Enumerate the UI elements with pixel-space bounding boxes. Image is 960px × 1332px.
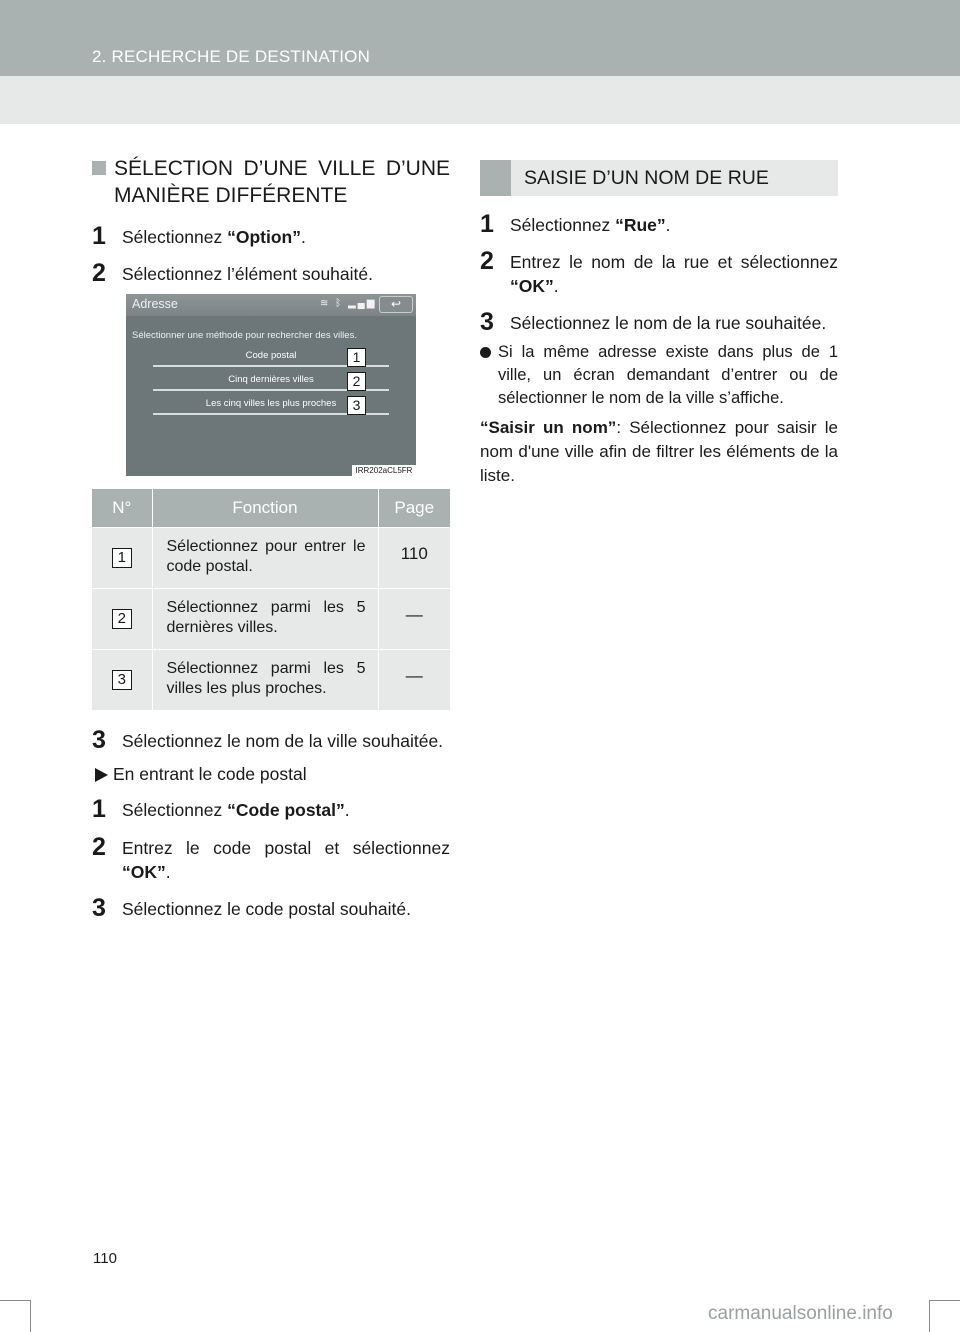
step-bold: “OK” [510, 276, 554, 296]
step-punct: . [300, 227, 306, 247]
step-text: Entrez le code postal et sélectionnez [122, 838, 450, 858]
table-row [92, 649, 450, 710]
right-column [480, 160, 838, 488]
wifi-icon: ≋ [320, 298, 331, 309]
note-text: : Sélectionnez pour saisir le nom d'une ville afin de filtrer les éléments de la liste. [480, 418, 838, 485]
cell-page: — [378, 649, 450, 710]
step-select-item [92, 259, 450, 287]
header-number: N° [92, 489, 152, 527]
crop-mark [929, 1300, 930, 1332]
step-number: 1 [92, 795, 106, 823]
step-text: Sélectionnez le nom de la rue souhaitée. [510, 313, 827, 333]
cell-page: 110 [378, 527, 450, 588]
cell-page: — [378, 588, 450, 649]
signal-icon: ▂▄▆ [347, 298, 377, 309]
step-text: Sélectionnez l’élément souhaité. [122, 264, 373, 284]
step-number: 2 [480, 247, 494, 275]
figure-code: IRR202aCL5FR [352, 465, 416, 476]
cell-function: Sélectionnez parmi les 5 dernières villes. [152, 588, 378, 649]
step-number: 2 [92, 259, 106, 287]
screen-option-postal-code: Code postal [153, 347, 389, 367]
step-text: Sélectionnez [122, 227, 228, 247]
step-number: 1 [480, 210, 494, 238]
crop-mark [0, 1300, 30, 1301]
number-box: 2 [112, 609, 132, 629]
cell-function: Sélectionnez parmi les 5 villes les plus proches. [152, 649, 378, 710]
step-text: Entrez le nom de la rue et sélectionnez [510, 252, 838, 272]
screen-title: Adresse [132, 297, 178, 311]
chapter-title: 2. RECHERCHE DE DESTINATION [92, 47, 371, 66]
table-header-row [92, 489, 450, 527]
step-select-city [92, 726, 450, 754]
step-bold: “Option” [227, 227, 301, 247]
table-row [92, 588, 450, 649]
step-enter-street [480, 247, 838, 298]
bullet-note [480, 341, 838, 410]
bullet-text: Si la même adresse existe dans plus de 1 ville, un écran demandant d’entrer ou de sélectionner le nom de la ville s’affiche. [498, 343, 838, 407]
left-lower-steps [92, 726, 450, 922]
left-column [92, 155, 450, 922]
step-punct: . [165, 862, 171, 882]
crop-mark [30, 1300, 31, 1332]
step-text: Sélectionnez le nom de la ville souhaitée. [122, 731, 444, 751]
cell-number [92, 527, 152, 588]
callout-badge: 2 [347, 372, 366, 391]
step-text: Sélectionnez [122, 800, 228, 820]
watermark: carmanualsonline.info [708, 1303, 893, 1324]
arrow-text: En entrant le code postal [113, 764, 307, 784]
section-title: SAISIE D’UN NOM DE RUE [524, 167, 769, 189]
step-number: 3 [480, 308, 494, 336]
callout-badge: 3 [347, 396, 366, 415]
step-enter-postal [92, 833, 450, 884]
step-postal-code [92, 795, 450, 823]
step-number: 3 [92, 726, 106, 754]
callout-badge: 1 [347, 348, 366, 367]
step-punct: . [553, 276, 559, 296]
header-function: Fonction [152, 489, 378, 527]
function-table [92, 489, 450, 710]
sub-heading [92, 155, 450, 209]
step-bold: “Code postal” [227, 800, 345, 820]
step-select-postal [92, 894, 450, 922]
step-text: Sélectionnez [510, 215, 616, 235]
table-row [92, 527, 450, 588]
step-number: 3 [92, 894, 106, 922]
step-select-street [480, 308, 838, 336]
cell-number [92, 649, 152, 710]
step-bold: “OK” [122, 862, 166, 882]
step-text: Sélectionnez le code postal souhaité. [122, 899, 411, 919]
header-band [0, 76, 960, 124]
square-bullet-icon [92, 161, 106, 175]
step-number: 2 [92, 833, 106, 861]
number-box: 3 [112, 670, 132, 690]
header-page: Page [378, 489, 450, 527]
step-street [480, 210, 838, 238]
cell-function: Sélectionnez pour entrer le code postal. [152, 527, 378, 588]
page-number: 110 [93, 1250, 117, 1267]
section-tab [480, 160, 511, 196]
step-punct: . [344, 800, 350, 820]
note-bold: “Saisir un nom” [480, 418, 617, 437]
screen-illustration [126, 294, 416, 476]
section-header [480, 160, 838, 196]
step-number: 1 [92, 222, 106, 250]
name-entry-note [480, 416, 838, 488]
back-icon: ↩ [379, 296, 413, 313]
screen-option-last-cities: Cinq dernières villes [153, 371, 389, 391]
bluetooth-icon: ᛒ [335, 298, 344, 309]
sub-heading-text: SÉLECTION D’UNE VILLE D’UNE MANIÈRE DIFFÉRENTE [114, 157, 450, 207]
number-box: 1 [112, 548, 132, 568]
cell-number [92, 588, 152, 649]
step-bold: “Rue” [615, 215, 666, 235]
step-punct: . [665, 215, 671, 235]
step-option [92, 222, 450, 250]
crop-mark [930, 1300, 960, 1301]
screen-prompt: Sélectionner une méthode pour rechercher des villes. [132, 330, 357, 341]
arrow-subheading [92, 762, 450, 786]
screen-option-nearest-cities: Les cinq villes les plus proches [153, 395, 389, 415]
arrow-right-icon [95, 768, 108, 782]
